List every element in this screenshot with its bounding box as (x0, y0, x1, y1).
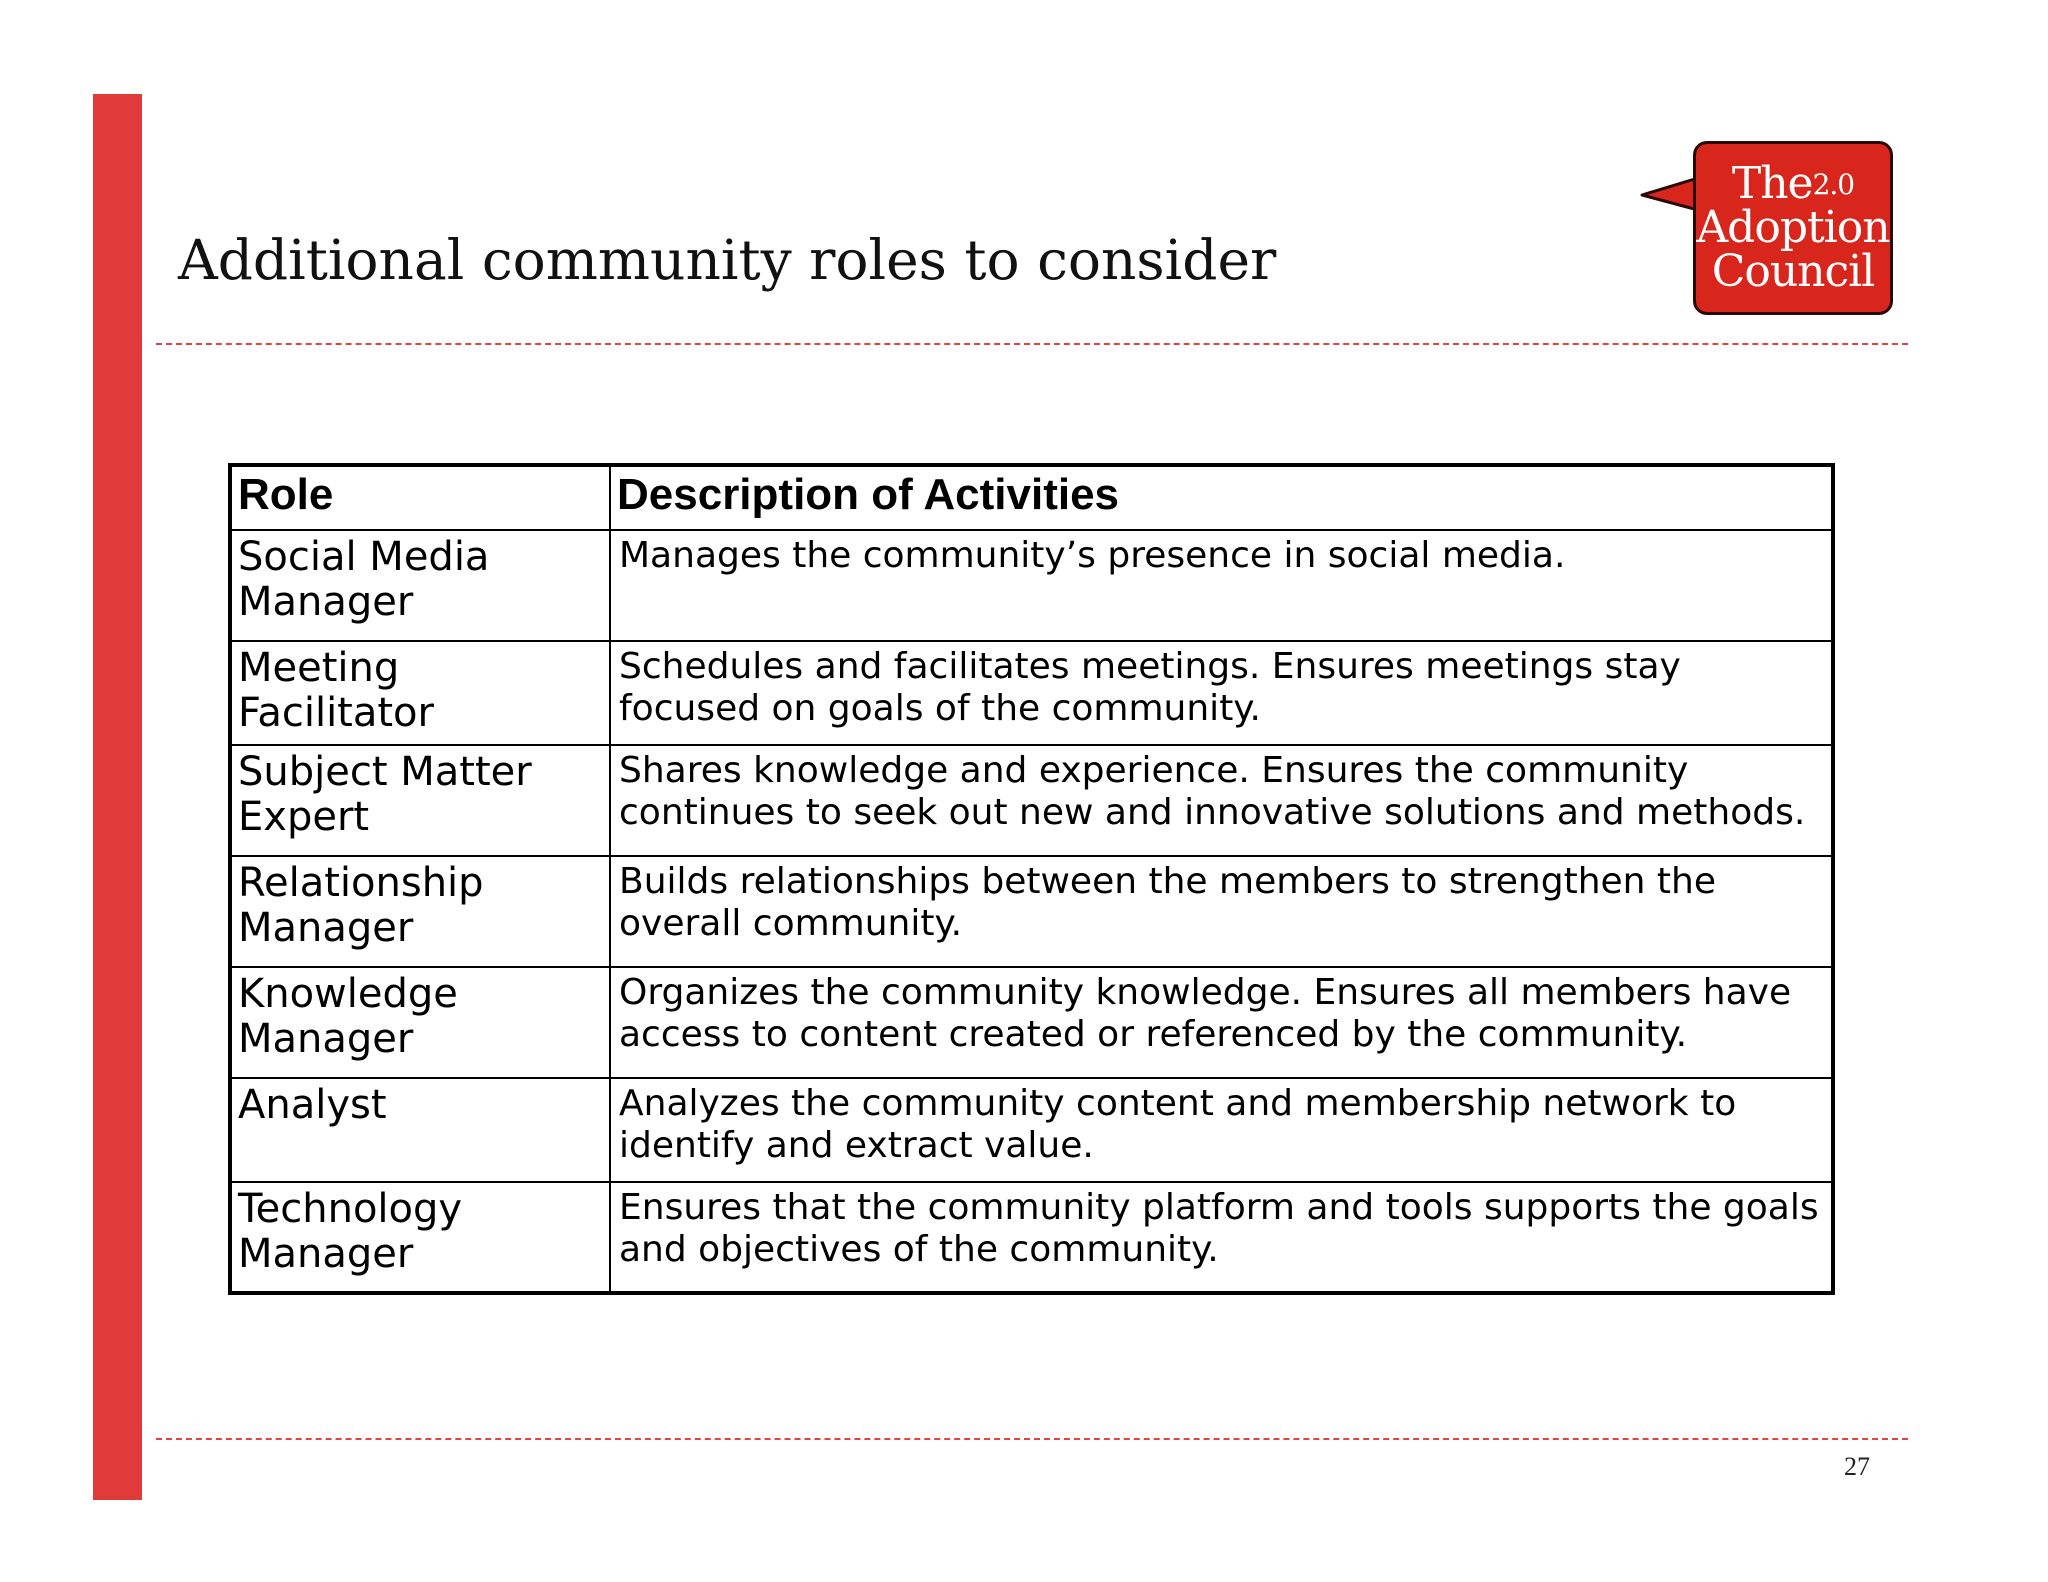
description-cell: Shares knowledge and experience. Ensures the community continues to seek out new and innovative solutions and methods. (610, 745, 1833, 856)
page-number: 27 (1844, 1452, 1870, 1481)
accent-bar (93, 94, 142, 1500)
description-cell: Ensures that the community platform and tools supports the goals and objectives of the community. (610, 1182, 1833, 1293)
roles-table (228, 463, 1835, 1295)
table-row (230, 967, 1833, 1078)
logo-line-2: Adoption (1696, 202, 1890, 253)
table-row (230, 745, 1833, 856)
logo-line-3: Council (1711, 246, 1875, 297)
role-cell: Subject Matter Expert (230, 745, 610, 856)
description-column-header: Description of Activities (610, 465, 1833, 530)
role-column-header: Role (230, 465, 610, 530)
logo-word-the: The (1731, 158, 1813, 209)
table-row (230, 1182, 1833, 1293)
role-cell: Knowledge Manager (230, 967, 610, 1078)
logo-badge (1693, 141, 1893, 315)
table-row (230, 641, 1833, 745)
description-cell: Builds relationships between the members to strengthen the overall community. (610, 856, 1833, 967)
role-cell: Social Media Manager (230, 530, 610, 641)
description-cell: Organizes the community knowledge. Ensures all members have access to content created or referenced by the community. (610, 967, 1833, 1078)
table-row (230, 1078, 1833, 1182)
adoption-council-logo (1640, 138, 1900, 323)
bottom-divider (156, 1438, 1908, 1440)
role-cell: Meeting Facilitator (230, 641, 610, 745)
description-cell: Analyzes the community content and membership network to identify and extract value. (610, 1078, 1833, 1182)
top-divider (156, 343, 1908, 345)
table-row (230, 856, 1833, 967)
description-cell: Manages the community’s presence in social media. (610, 530, 1833, 641)
description-cell: Schedules and facilitates meetings. Ensures meetings stay focused on goals of the community. (610, 641, 1833, 745)
slide-title: Additional community roles to consider (178, 228, 1277, 292)
logo-line-1 (1731, 158, 1855, 209)
role-cell: Relationship Manager (230, 856, 610, 967)
role-cell: Analyst (230, 1078, 610, 1182)
table-row (230, 530, 1833, 641)
logo-version: 2.0 (1812, 168, 1855, 201)
table-header-row (230, 465, 1833, 530)
role-cell: Technology Manager (230, 1182, 610, 1293)
